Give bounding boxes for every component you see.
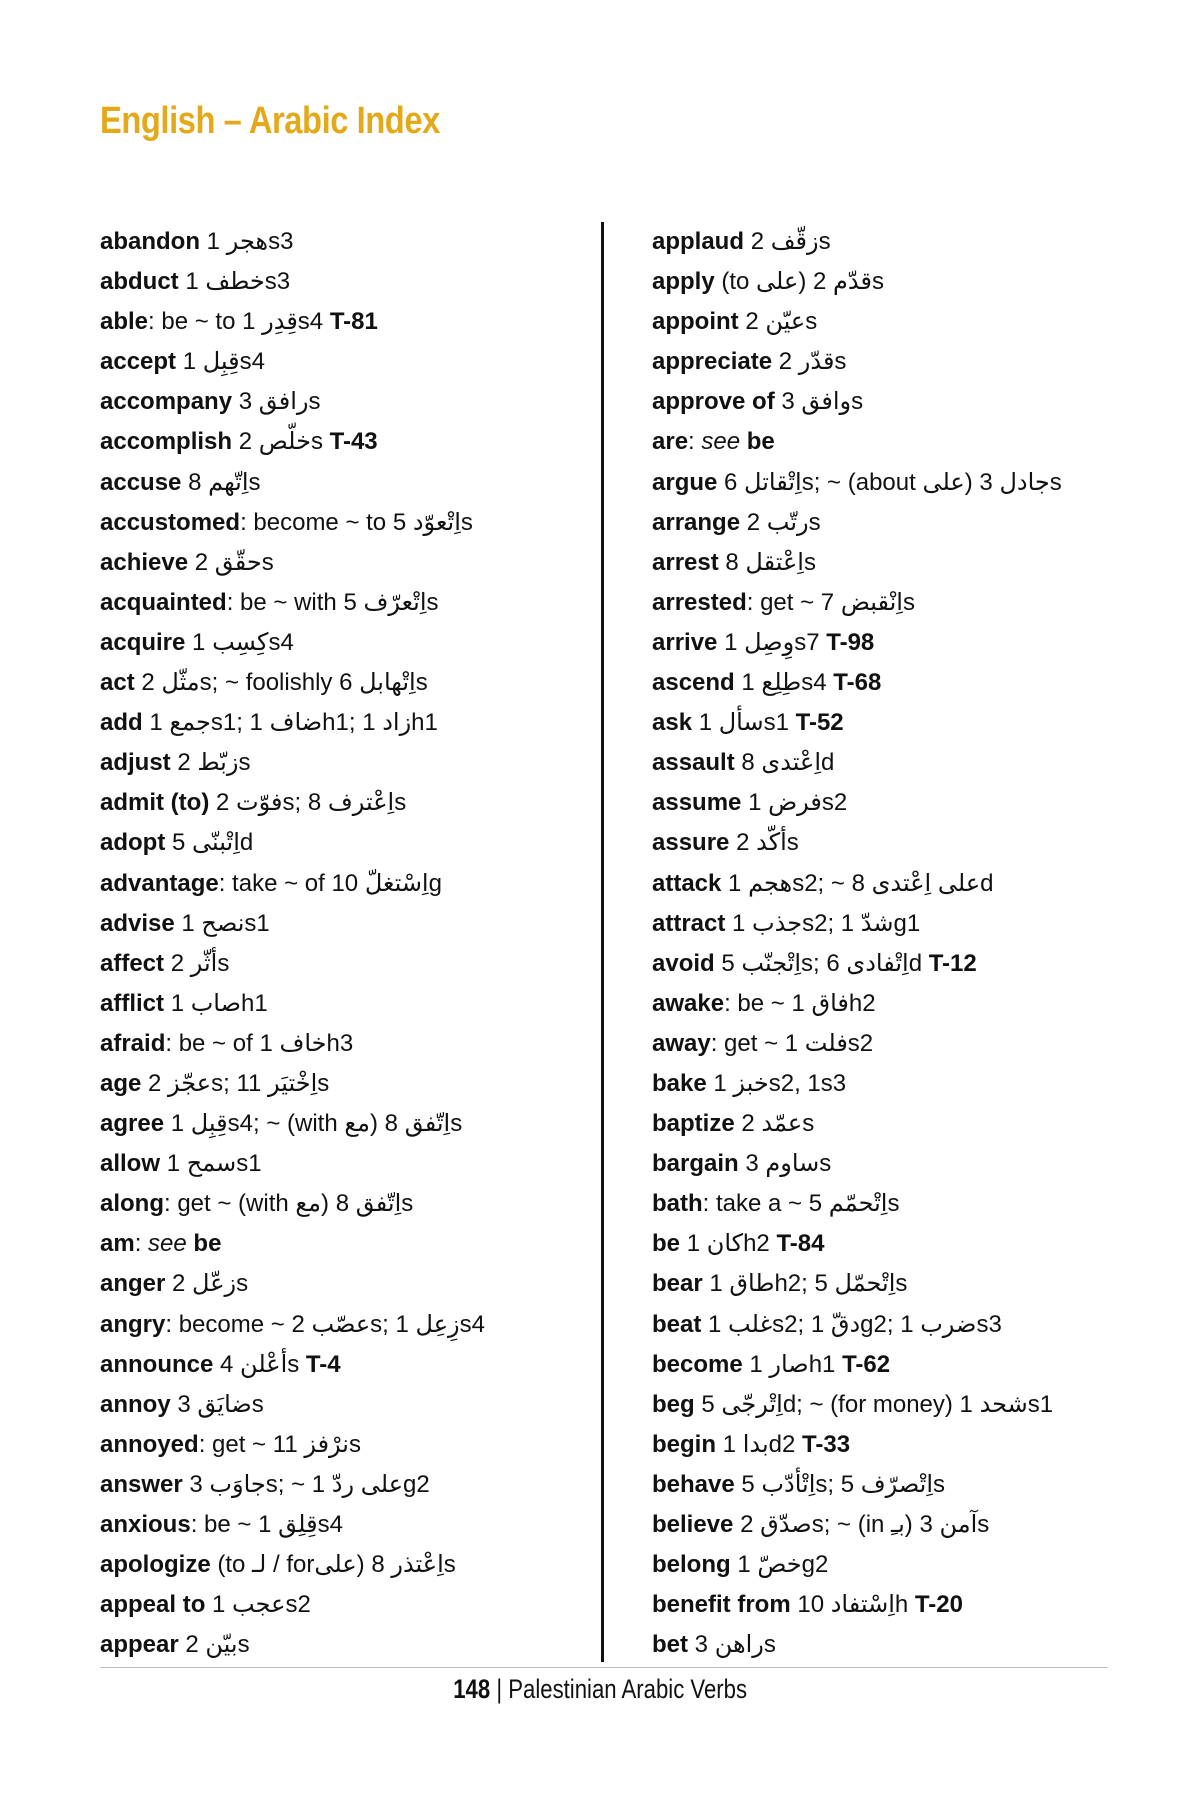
index-entry: [100, 583, 620, 623]
index-entry: [652, 1385, 1172, 1425]
index-entry: [652, 1024, 1172, 1064]
entry-definition: رافق 3s: [232, 388, 321, 416]
entry-headword: appreciate: [652, 348, 773, 376]
entry-definition: اِتْرجّى 5d; ~ (for money) شحد 1s1: [694, 1390, 1054, 1418]
table-reference: T-12: [928, 949, 977, 977]
index-entry: [652, 703, 1172, 743]
index-entry: [652, 543, 1172, 583]
entry-headword: accept: [100, 348, 177, 376]
index-entry: [100, 1625, 620, 1665]
index-entry: [652, 1144, 1172, 1184]
entry-definition: زبّط 2s: [170, 749, 251, 777]
entry-definition: ساوم 3s: [738, 1150, 832, 1178]
entry-headword: abandon: [100, 228, 200, 255]
entry-definition: خصّ 1g2: [730, 1551, 829, 1579]
entry-definition: جمع 1s1; ضاف 1h1; زاد 1h1: [142, 709, 438, 737]
entry-definition: هجم 1s2; ~ على اِعْتدى 8d: [721, 869, 994, 897]
entry-definition: سمح 1s1: [160, 1150, 262, 1178]
index-entry: [652, 342, 1172, 382]
table-reference: T-4: [305, 1350, 341, 1378]
entry-headword: act: [100, 669, 135, 697]
entry-headword: assume: [652, 789, 742, 817]
index-entry: [100, 302, 620, 342]
entry-headword: believe: [652, 1511, 734, 1538]
entry-headword: age: [100, 1069, 142, 1097]
entry-definition: وِصِل 1s7: [717, 628, 827, 656]
index-entry: [652, 1064, 1172, 1104]
entry-headword: annoyed: [100, 1430, 199, 1458]
index-entry: [652, 463, 1172, 503]
entry-definition: هجر 1s3: [200, 228, 294, 255]
index-entry: [652, 302, 1172, 342]
entry-definition: صار 1h1: [742, 1350, 843, 1378]
entry-definition: قدّر 2s: [772, 348, 847, 376]
entry-definition: اِعْتقل 8s: [718, 548, 816, 576]
entry-definition: : take ~ of اِسْتغلّ 10g: [218, 869, 442, 897]
entry-definition: صاب 1h1: [164, 989, 268, 1017]
entry-definition: اِعْتدى 8d: [734, 749, 835, 777]
index-entry: [100, 823, 620, 863]
entry-definition: حقّق 2s: [188, 548, 274, 576]
see-target: be: [746, 428, 775, 456]
entry-headword: accustomed: [100, 508, 241, 536]
entry-headword: avoid: [652, 949, 715, 977]
entry-definition: جذب 1s2; شدّ 1g1: [725, 909, 921, 937]
entry-headword: bake: [652, 1069, 707, 1097]
entry-headword: appeal to: [100, 1591, 206, 1619]
entry-headword: accomplish: [100, 428, 233, 456]
index-entry: [652, 944, 1172, 984]
index-entry: [100, 1305, 620, 1345]
entry-headword: attack: [652, 869, 722, 897]
entry-definition: : get ~ فلت 1s2: [710, 1029, 874, 1057]
entry-headword: advise: [100, 909, 175, 937]
entry-definition: سأل 1s1: [692, 709, 796, 737]
entry-headword: anxious: [100, 1511, 191, 1538]
entry-definition: بيّن 2s: [178, 1631, 250, 1659]
index-entry: [652, 1264, 1172, 1304]
entry-headword: be: [652, 1230, 681, 1258]
entry-headword: able: [100, 308, 149, 336]
entry-definition: رتّب 2s: [740, 508, 821, 536]
index-entry: [100, 1345, 620, 1385]
entry-definition: اِتْجنّب 5s; اِتْفادى 6d: [714, 949, 929, 977]
entry-definition: خطف 1s3: [178, 268, 291, 296]
page-title: English – Arabic Index: [100, 100, 440, 142]
entry-definition: أعْلن 4s: [213, 1350, 306, 1378]
index-entry: [100, 984, 620, 1024]
index-entry: [100, 222, 620, 262]
entry-definition: :: [688, 428, 702, 456]
entry-definition: اِتّهم 8s: [181, 468, 261, 496]
index-entry: [100, 703, 620, 743]
entry-headword: bet: [652, 1631, 688, 1659]
index-entry: [100, 904, 620, 944]
table-reference: T-98: [826, 628, 875, 656]
entry-headword: afraid: [100, 1029, 166, 1057]
entry-definition: : be ~ to قِدِر 1s4: [148, 308, 330, 336]
column-divider: [601, 222, 604, 1662]
entry-definition: اِتْبنّى 5d: [165, 829, 254, 857]
table-reference: T-62: [842, 1350, 891, 1378]
entry-headword: add: [100, 709, 143, 737]
index-entry: [100, 1385, 620, 1425]
entry-headword: beat: [652, 1310, 702, 1338]
index-entry: [100, 1064, 620, 1104]
index-entry: [100, 1184, 620, 1224]
entry-headword: arrive: [652, 628, 718, 656]
index-entry: [652, 1305, 1172, 1345]
index-entry: [100, 783, 620, 823]
index-entry: [100, 663, 620, 703]
entry-definition: :: [134, 1230, 149, 1258]
index-entry: [652, 422, 1172, 462]
footer-rule: [100, 1667, 1108, 1668]
entry-definition: : get ~ نرْفز 11s: [198, 1430, 361, 1458]
index-entry: [100, 743, 620, 783]
entry-definition: أثّر 2s: [164, 949, 230, 977]
index-entry: [652, 1505, 1172, 1545]
table-reference: T-33: [802, 1430, 851, 1458]
index-entry: [100, 623, 620, 663]
entry-definition: زعّل 2s: [165, 1270, 249, 1298]
entry-definition: نصح 1s1: [174, 909, 270, 937]
entry-headword: bargain: [652, 1150, 739, 1178]
index-entry: [652, 1465, 1172, 1505]
index-entry: [652, 1545, 1172, 1585]
entry-definition: غلب 1s2; دقّ 1g2; ضرب 1s3: [701, 1310, 1002, 1338]
entry-definition: اِتْقاتل 6s; ~ (about على) جادل 3s: [717, 468, 1062, 496]
entry-definition: : be ~ قِلِق 1s4: [190, 1511, 343, 1538]
entry-definition: قِبِل 1s4: [176, 348, 265, 376]
entry-definition: : become ~ to اِتْعوّد 5s: [240, 508, 473, 536]
entry-definition: كان 1h2: [680, 1230, 777, 1258]
entry-headword: along: [100, 1190, 164, 1218]
see-target: be: [193, 1230, 222, 1258]
entry-headword: adopt: [100, 829, 166, 857]
entry-headword: accuse: [100, 468, 182, 496]
index-entry: [100, 1104, 620, 1144]
entry-headword: become: [652, 1350, 743, 1378]
index-entry: [100, 342, 620, 382]
index-entry: [652, 503, 1172, 543]
index-entry: [652, 864, 1172, 904]
index-entry: [100, 944, 620, 984]
table-reference: T-84: [776, 1230, 825, 1258]
entry-headword: appoint: [652, 308, 739, 336]
entry-headword: are: [652, 428, 689, 456]
index-entry: [100, 503, 620, 543]
table-reference: T-52: [795, 709, 844, 737]
page-footer: [0, 1674, 1200, 1705]
entry-headword: benefit from: [652, 1591, 791, 1619]
entry-definition: عجّز 2s; اِخْتيَر 11s: [141, 1069, 330, 1097]
entry-headword: advantage: [100, 869, 219, 897]
entry-definition: خبز 1s2, 1s3: [706, 1069, 847, 1097]
index-entry: [100, 1024, 620, 1064]
entry-definition: (to لـ / forعلى) اِعْتذر 8s: [210, 1551, 456, 1579]
index-column-right: [652, 222, 1172, 1665]
entry-definition: ضايَق 3s: [170, 1390, 264, 1418]
entry-headword: arrested: [652, 588, 747, 616]
entry-headword: anger: [100, 1270, 166, 1298]
index-entry: [100, 1224, 620, 1264]
index-entry: [652, 663, 1172, 703]
index-entry: [652, 1224, 1172, 1264]
entry-headword: begin: [652, 1430, 716, 1458]
entry-headword: afflict: [100, 989, 165, 1017]
entry-definition: قِبِل 1s4; ~ (with مع) اِتّفق 8s: [164, 1110, 463, 1138]
entry-definition: عيّن 2s: [738, 308, 818, 336]
entry-headword: apply: [652, 268, 715, 296]
entry-headword: announce: [100, 1350, 214, 1378]
entry-headword: agree: [100, 1110, 165, 1138]
index-entry: [652, 743, 1172, 783]
entry-headword: answer: [100, 1470, 183, 1498]
entry-definition: صدّق 2s; ~ (in بـِ) آمن 3s: [733, 1511, 990, 1538]
entry-definition: بدا 1d2: [716, 1430, 803, 1458]
entry-headword: acquire: [100, 628, 186, 656]
entry-definition: عمّد 2s: [734, 1110, 815, 1138]
entry-definition: : become ~ عصّب 2s; زِعِل 1s4: [165, 1310, 485, 1338]
entry-headword: applaud: [652, 228, 745, 255]
entry-headword: bath: [652, 1190, 703, 1218]
index-entry: [652, 1585, 1172, 1625]
index-entry: [652, 1345, 1172, 1385]
entry-headword: assault: [652, 749, 735, 777]
index-entry: [100, 382, 620, 422]
entry-definition: مثّل 2s; ~ foolishly اِتْهابل 6s: [134, 669, 428, 697]
entry-definition: زقّف 2s: [744, 228, 831, 255]
table-reference: T-68: [833, 669, 882, 697]
table-reference: T-43: [329, 428, 378, 456]
index-entry: [652, 222, 1172, 262]
entry-headword: arrange: [652, 508, 741, 536]
table-reference: T-20: [914, 1591, 963, 1619]
index-entry: [100, 1425, 620, 1465]
index-entry: [652, 1425, 1172, 1465]
index-entry: [100, 463, 620, 503]
entry-definition: كِسِب 1s4: [185, 628, 294, 656]
entry-headword: behave: [652, 1470, 735, 1498]
entry-definition: جاوَب 3s; ~ على ردّ 1g2: [182, 1470, 430, 1498]
index-entry: [100, 1264, 620, 1304]
index-entry: [652, 1184, 1172, 1224]
entry-headword: achieve: [100, 548, 189, 576]
entry-headword: argue: [652, 468, 718, 496]
index-entry: [100, 543, 620, 583]
entry-headword: ask: [652, 709, 693, 737]
entry-definition: اِتْأدّب 5s; اِتْصرّف 5s: [734, 1470, 946, 1498]
index-entry: [100, 262, 620, 302]
entry-headword: allow: [100, 1150, 161, 1178]
table-reference: T-81: [329, 308, 378, 336]
entry-headword: affect: [100, 949, 165, 977]
entry-headword: approve of: [652, 388, 775, 416]
entry-headword: acquainted: [100, 588, 227, 616]
entry-headword: awake: [652, 989, 725, 1017]
entry-headword: abduct: [100, 268, 179, 296]
entry-definition: (to على) قدّم 2s: [714, 268, 884, 296]
page-number: 148: [453, 1674, 491, 1704]
entry-definition: أكّد 2s: [729, 829, 799, 857]
footer-separator: |: [490, 1674, 509, 1704]
entry-headword: attract: [652, 909, 726, 937]
entry-headword: accompany: [100, 388, 233, 416]
entry-definition: : get ~ اِنْقبض 7s: [746, 588, 915, 616]
index-entry: [652, 783, 1172, 823]
entry-headword: baptize: [652, 1110, 735, 1138]
entry-definition: عجب 1s2: [205, 1591, 311, 1619]
index-entry: [100, 422, 620, 462]
entry-headword: assure: [652, 829, 730, 857]
index-entry: [652, 623, 1172, 663]
entry-definition: : get ~ (with مع) اِتّفق 8s: [164, 1190, 414, 1218]
see-label: see: [701, 428, 741, 456]
entry-definition: : take a ~ اِتْحمّم 5s: [702, 1190, 900, 1218]
entry-definition: فوّت 2s; اِعْترف 8s: [209, 789, 407, 817]
entry-definition: خلّص 2s: [232, 428, 330, 456]
index-entry: [652, 1104, 1172, 1144]
entry-definition: طِلِع 1s4: [734, 669, 834, 697]
index-entry: [100, 1545, 620, 1585]
entry-definition: : be ~ of خاف 1h3: [165, 1029, 354, 1057]
index-entry: [100, 1144, 620, 1184]
entry-headword: beg: [652, 1390, 695, 1418]
entry-definition: وافق 3s: [774, 388, 864, 416]
index-entry: [100, 1465, 620, 1505]
entry-headword: ascend: [652, 669, 735, 697]
entry-headword: arrest: [652, 548, 719, 576]
see-label: see: [148, 1230, 187, 1258]
entry-headword: apologize: [100, 1551, 211, 1579]
entry-headword: am: [100, 1230, 135, 1258]
entry-headword: appear: [100, 1631, 179, 1659]
entry-headword: belong: [652, 1551, 731, 1579]
entry-definition: فرض 1s2: [741, 789, 848, 817]
entry-headword: annoy: [100, 1390, 171, 1418]
index-entry: [652, 262, 1172, 302]
book-title: Palestinian Arabic Verbs: [508, 1674, 747, 1704]
index-entry: [652, 904, 1172, 944]
index-entry: [652, 1625, 1172, 1665]
entry-definition: : be ~ with اِتْعرّف 5s: [226, 588, 439, 616]
entry-headword: admit (to): [100, 789, 210, 817]
index-entry: [652, 382, 1172, 422]
entry-headword: away: [652, 1029, 711, 1057]
index-entry: [100, 864, 620, 904]
entry-headword: adjust: [100, 749, 171, 777]
entry-definition: طاق 1h2; اِتْحمّل 5s: [702, 1270, 908, 1298]
index-entry: [652, 984, 1172, 1024]
index-column-left: [100, 222, 620, 1665]
index-entry: [100, 1505, 620, 1545]
entry-headword: bear: [652, 1270, 703, 1298]
index-entry: [652, 823, 1172, 863]
entry-definition: اِسْتفاد 10h: [790, 1591, 915, 1619]
index-entry: [652, 583, 1172, 623]
entry-definition: راهن 3s: [688, 1631, 776, 1659]
index-entry: [100, 1585, 620, 1625]
entry-definition: : be ~ فاق 1h2: [724, 989, 876, 1017]
entry-headword: angry: [100, 1310, 166, 1338]
